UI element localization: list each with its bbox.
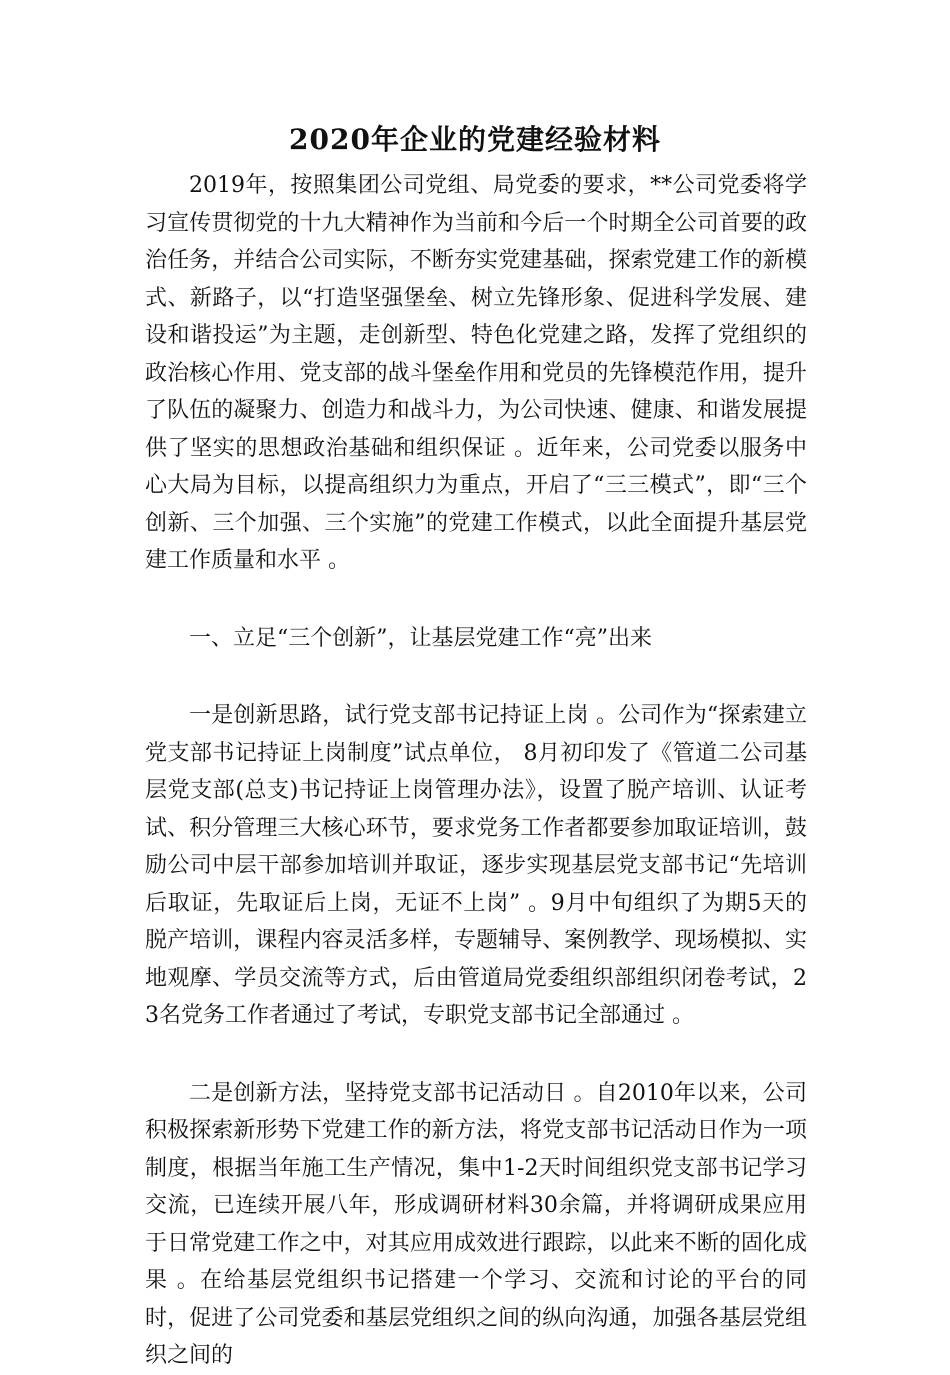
document-body (145, 167, 807, 1375)
paragraph-innovation-2: 二是创新方法，坚持党支部书记活动日 。自2010年以来，公司积极探索新形势下党建工作的新方法，将党支部书记活动日作为一项制度，根据当年施工生产情况，集中1-2天时间组织党支部书记学习交流，已连续开展八年，形成调研材料30余篇，并将调研成果应用于日常党建工作之中，对其应用成效进行跟踪，以此来不断的固化成果 。在给基层党组织书记搭建一个学习、交流和讨论的平台的同时，促进了公司党委和基层党组织之间的纵向沟通，加强各基层党组织之间的 (145, 1080, 807, 1368)
section-heading-1: 一、立足“三个创新”，让基层党建工作“亮”出来 (189, 625, 652, 651)
paragraph-innovation-1: 一是创新思路，试行党支部书记持证上岗 。公司作为“探索建立党支部书记持证上岗制度”试点单位， 8月初印发了《管道二公司基层党支部(总支)书记持证上岗管理办法》，设置了脱产培训、认证考试、积分管理三大核心环节，要求党务工作者都要参加取证培训，鼓励公司中层干部参加培训并取证，逐步实现基层党支部书记“先培训后取证，先取证后上岗，无证不上岗” 。9月中旬组织了为期5天的脱产培训，课程内容灵活多样，专题辅导、案例教学、现场模拟、实地观摩、学员交流等方式，后由管道局党委组织部组织闭卷考试，23名党务工作者通过了考试，专职党支部书记全部通过 。 (145, 703, 807, 1028)
paragraph-intro: 2019年，按照集团公司党组、局党委的要求，**公司党委将学习宣传贯彻党的十九大精神作为当前和今后一个时期全公司首要的政治任务，并结合公司实际，不断夯实党建基础，探索党建工作的新模式、新路子，以“打造坚强堡垒、树立先锋形象、促进科学发展、建设和谐投运”为主题，走创新型、特色化党建之路，发挥了党组织的政治核心作用、党支部的战斗堡垒作用和党员的先锋模范作用，提升了队伍的凝聚力、创造力和战斗力，为公司快速、健康、和谐发展提供了坚实的思想政治基础和组织保证 。近年来，公司党委以服务中心大局为目标，以提高组织力为重点，开启了“三三模式”，即“三个创新、三个加强、三个实施”的党建工作模式，以此全面提升基层党建工作质量和水平 。 (145, 173, 807, 573)
document-title: 2020年企业的党建经验材料 (289, 123, 661, 156)
